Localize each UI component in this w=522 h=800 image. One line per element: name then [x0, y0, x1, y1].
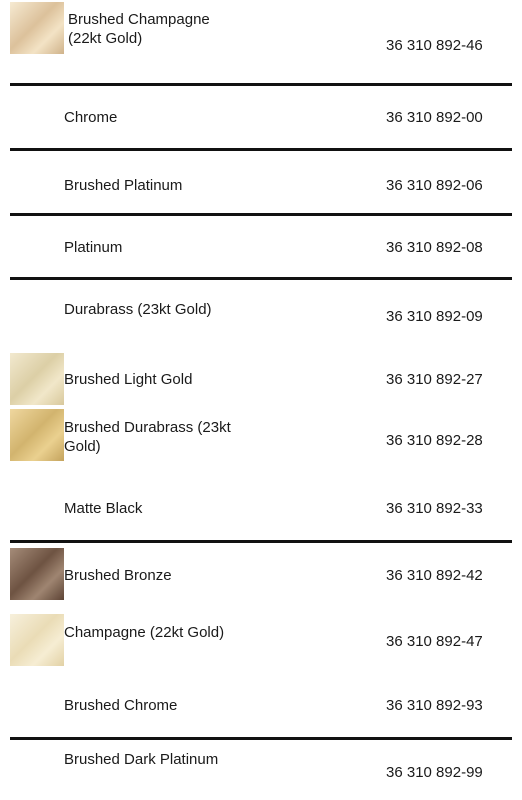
finish-row-brushed-light-gold[interactable] — [0, 352, 522, 406]
part-number: 36 310 892-33 — [386, 500, 483, 517]
finish-name: Matte Black — [64, 500, 143, 517]
finish-name: Brushed Durabrass (23kt Gold) — [64, 419, 231, 455]
part-number: 36 310 892-08 — [386, 239, 483, 256]
finish-swatch-champagne — [10, 614, 64, 666]
finish-row-brushed-champagne[interactable] — [0, 0, 522, 82]
finish-name: Platinum — [64, 239, 123, 256]
finish-swatch-brushed-bronze — [10, 548, 64, 600]
finish-name: Brushed Dark Platinum — [64, 751, 219, 768]
finish-row-champagne[interactable] — [0, 612, 522, 670]
finish-row-brushed-dark-platinum[interactable] — [0, 740, 522, 800]
row-divider — [10, 540, 512, 543]
finish-name: Brushed Light Gold — [64, 371, 193, 388]
part-number: 36 310 892-00 — [386, 109, 483, 126]
part-number: 36 310 892-47 — [386, 633, 483, 650]
finish-name: Brushed Platinum — [64, 177, 183, 194]
finish-row-matte-black[interactable] — [0, 475, 522, 539]
finish-row-brushed-bronze[interactable] — [0, 546, 522, 608]
finish-row-platinum[interactable] — [0, 216, 522, 278]
finish-name: Chrome — [64, 109, 118, 126]
finish-row-brushed-platinum[interactable] — [0, 151, 522, 213]
finish-row-brushed-durabrass[interactable] — [0, 407, 522, 465]
finish-row-durabrass[interactable] — [0, 280, 522, 352]
part-number: 36 310 892-28 — [386, 432, 483, 449]
part-number: 36 310 892-93 — [386, 697, 483, 714]
part-number: 36 310 892-42 — [386, 567, 483, 584]
part-number: 36 310 892-99 — [386, 764, 483, 781]
finish-swatch-brushed-durabrass — [10, 409, 64, 461]
finish-row-brushed-chrome[interactable] — [0, 675, 522, 737]
part-number: 36 310 892-06 — [386, 177, 483, 194]
part-number: 36 310 892-09 — [386, 308, 483, 325]
finish-swatch-brushed-light-gold — [10, 353, 64, 405]
part-number: 36 310 892-27 — [386, 371, 483, 388]
finish-name: Brushed Champagne (22kt Gold) — [68, 11, 210, 47]
finish-name: Champagne (22kt Gold) — [64, 624, 225, 641]
finish-name: Brushed Bronze — [64, 567, 172, 584]
finish-swatch-brushed-champagne — [10, 2, 64, 54]
finish-name: Durabrass (23kt Gold) — [64, 301, 212, 318]
finish-name: Brushed Chrome — [64, 697, 178, 714]
part-number: 36 310 892-46 — [386, 37, 483, 54]
finish-row-chrome[interactable] — [0, 86, 522, 148]
